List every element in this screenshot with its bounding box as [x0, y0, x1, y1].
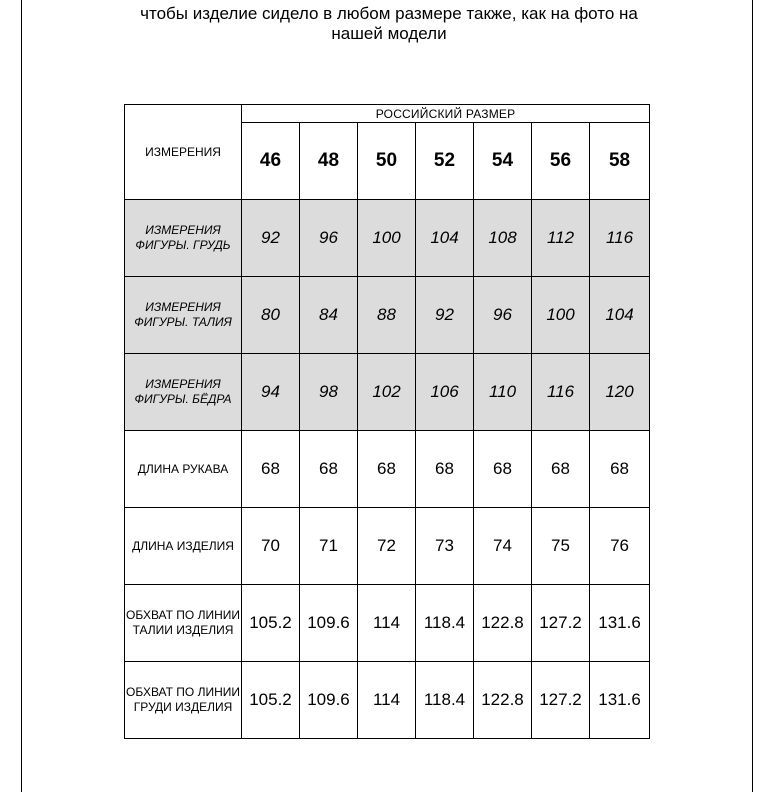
row-label-sleeve-length: ДЛИНА РУКАВА [125, 431, 242, 508]
page-frame-right-border [752, 0, 753, 792]
table-cell: 118.4 [416, 662, 474, 739]
table-cell: 68 [416, 431, 474, 508]
row-label-waist: ИЗМЕРЕНИЯ ФИГУРЫ. ТАЛИЯ [125, 277, 242, 354]
row-label-hips: ИЗМЕРЕНИЯ ФИГУРЫ. БЁДРА [125, 354, 242, 431]
table-cell: 131.6 [590, 662, 650, 739]
table-cell: 105.2 [242, 662, 300, 739]
table-cell: 96 [300, 200, 358, 277]
table-cell: 105.2 [242, 585, 300, 662]
table-cell: 109.6 [300, 662, 358, 739]
table-cell: 100 [358, 200, 416, 277]
table-cell: 116 [590, 200, 650, 277]
size-header-54: 54 [474, 123, 532, 200]
table-cell: 104 [590, 277, 650, 354]
table-cell: 68 [300, 431, 358, 508]
table-cell: 80 [242, 277, 300, 354]
table-cell: 127.2 [532, 662, 590, 739]
size-header-58: 58 [590, 123, 650, 200]
table-cell: 68 [532, 431, 590, 508]
table-row-waist [125, 277, 650, 354]
size-header-56: 56 [532, 123, 590, 200]
russian-size-header: РОССИЙСКИЙ РАЗМЕР [242, 105, 650, 123]
table-cell: 120 [590, 354, 650, 431]
table-cell: 96 [474, 277, 532, 354]
table-cell: 92 [416, 277, 474, 354]
table-cell: 102 [358, 354, 416, 431]
table-cell: 114 [358, 585, 416, 662]
table-row-garment-length [125, 508, 650, 585]
table-cell: 116 [532, 354, 590, 431]
table-cell: 118.4 [416, 585, 474, 662]
table-cell: 68 [242, 431, 300, 508]
table-cell: 76 [590, 508, 650, 585]
table-cell: 122.8 [474, 662, 532, 739]
table-cell: 122.8 [474, 585, 532, 662]
table-cell: 74 [474, 508, 532, 585]
intro-line-2: нашей модели [331, 24, 447, 43]
table-cell: 110 [474, 354, 532, 431]
table-row-chest [125, 200, 650, 277]
table-cell: 68 [358, 431, 416, 508]
page-frame-left-border [21, 0, 22, 792]
size-header-52: 52 [416, 123, 474, 200]
table-row-hips [125, 354, 650, 431]
table-cell: 94 [242, 354, 300, 431]
table-cell: 108 [474, 200, 532, 277]
table-cell: 72 [358, 508, 416, 585]
table-cell: 98 [300, 354, 358, 431]
table-cell: 106 [416, 354, 474, 431]
table-cell: 92 [242, 200, 300, 277]
table-cell: 70 [242, 508, 300, 585]
row-label-chest: ИЗМЕРЕНИЯ ФИГУРЫ. ГРУДЬ [125, 200, 242, 277]
size-chart-table [124, 104, 650, 739]
table-cell: 114 [358, 662, 416, 739]
table-cell: 131.6 [590, 585, 650, 662]
size-header-48: 48 [300, 123, 358, 200]
row-label-garment-waist: ОБХВАТ ПО ЛИНИИ ТАЛИИ ИЗДЕЛИЯ [125, 585, 242, 662]
intro-line-1: чтобы изделие сидело в любом размере также, как на фото на [140, 4, 638, 23]
table-row-sleeve-length [125, 431, 650, 508]
table-cell: 112 [532, 200, 590, 277]
table-cell: 73 [416, 508, 474, 585]
table-cell: 71 [300, 508, 358, 585]
size-header-46: 46 [242, 123, 300, 200]
table-cell: 68 [590, 431, 650, 508]
measurements-header: ИЗМЕРЕНИЯ [125, 105, 242, 200]
table-cell: 75 [532, 508, 590, 585]
row-label-garment-chest: ОБХВАТ ПО ЛИНИИ ГРУДИ ИЗДЕЛИЯ [125, 662, 242, 739]
table-cell: 109.6 [300, 585, 358, 662]
table-row-garment-waist [125, 585, 650, 662]
size-header-50: 50 [358, 123, 416, 200]
table-cell: 127.2 [532, 585, 590, 662]
table-row-garment-chest [125, 662, 650, 739]
table-cell: 100 [532, 277, 590, 354]
table-cell: 88 [358, 277, 416, 354]
table-cell: 68 [474, 431, 532, 508]
row-label-garment-length: ДЛИНА ИЗДЕЛИЯ [125, 508, 242, 585]
table-cell: 104 [416, 200, 474, 277]
table-cell: 84 [300, 277, 358, 354]
